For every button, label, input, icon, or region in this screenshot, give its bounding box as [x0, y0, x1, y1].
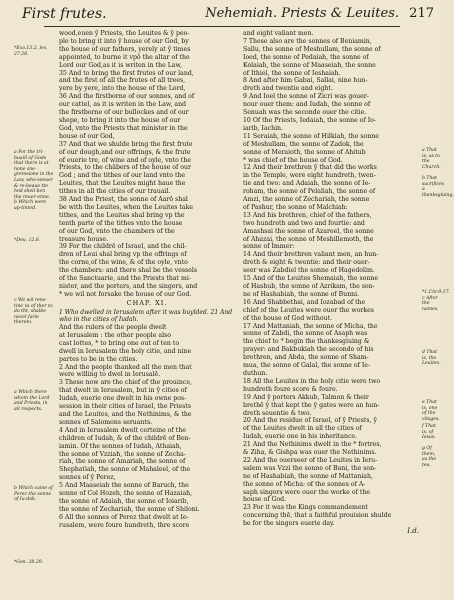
- text-line: session in their cities of Israel, the Priests: [59, 403, 192, 411]
- text-line: of the Leuites dwelt in all the cities of: [243, 425, 362, 433]
- text-line: the sonne of Zechariah, the sonne of Shiloni.: [59, 505, 200, 513]
- text-line: chief of the Leuites were ouer the workes: [243, 306, 374, 314]
- header-right-title: [205, 6, 434, 21]
- header-right-text: Nehemiah. Priests & Leuites.: [205, 6, 400, 21]
- text-line: And the rulers of the people dwelt: [59, 324, 167, 332]
- text-line: of our dough,and our offrings, & the frute: [59, 148, 191, 156]
- text-line: 8 And after him Gabai, Sallai, nine hun-: [243, 77, 368, 85]
- text-line: be for the singers euerie day.: [243, 520, 335, 528]
- text-line: 5 And Maaseiah the sonne of Baruch, the: [59, 482, 189, 490]
- text-line: 4 And in Ierusalem dwelt certeine of the: [59, 426, 186, 434]
- text-line: Sallu, the sonne of Meshullam, the sonne of: [243, 45, 381, 53]
- text-line: 23 For it was the Kings commandement: [243, 504, 369, 512]
- text-line: 12 And their brethren ŷ that did the works: [243, 164, 377, 172]
- text-line: partes to be in the cities.: [59, 355, 138, 363]
- text-line: 36 And the firstborne of our sonnes, and of: [59, 93, 195, 101]
- margin-note: e That is, one of the vilages.: [422, 400, 440, 422]
- text-line: Senuah was the seconde ouer the citie.: [243, 109, 367, 117]
- text-line: seer was Zabdiel the sonne of Hagedolim.: [243, 267, 375, 275]
- text-line: 21 And the Nethinims dwelt in the * fortres,: [243, 441, 382, 449]
- text-line: two hundreth and two and fourtie: and: [243, 219, 365, 227]
- text-line: dreth & eight & twentie: and their ouer-: [243, 259, 370, 267]
- text-line: Ioed, the sonne of Pedaiah, the sonne of: [243, 53, 369, 61]
- text-line: brethren, and Abda, the sonne of Sham-: [243, 354, 369, 362]
- text-line: children of Iudah, & of the childrē of Ben-: [59, 434, 191, 442]
- text-line: of our God, vnto the chambers of the: [59, 227, 175, 235]
- text-line: Iudah, euerie one in his inheritance.: [243, 433, 358, 441]
- text-line: * was chief of the house of God.: [243, 156, 343, 164]
- margin-note: b That sacrifices a thanksgiuing.: [422, 176, 454, 198]
- chapter-heading: CHAP. XI.: [126, 299, 168, 308]
- text-line: treasure house.: [59, 235, 109, 243]
- chapter-argument: 1 Who dwelled in Ierusalem after it was buylded. 21 And who in the cities of Iudah.: [59, 308, 233, 324]
- page-number: 217: [409, 6, 434, 21]
- text-line: mua, the sonne of Galal, the sonne of Ie-: [243, 362, 371, 370]
- text-line: 13 And his brethren, chief of the fathers,: [243, 211, 372, 219]
- text-line: were willing to dwel in Ierusalē.: [59, 371, 161, 379]
- text-line: Priests, to the chābers of the house of our: [59, 164, 191, 172]
- text-line: of Ithiel, the sonne of Ieshaiah.: [243, 69, 341, 77]
- text-line: the firstborne of our bullockes and of our: [59, 109, 189, 117]
- running-header: [22, 6, 434, 26]
- text-line: in the Temple, were eight hundreth, twen-: [243, 172, 376, 180]
- text-line: our cattel, as it is writen in the Law, and: [59, 101, 187, 109]
- text-line: tithes in all the cities of our trauail.: [59, 188, 171, 196]
- margin-note: g Of them, as the tea.: [422, 446, 437, 468]
- text-line: house of our God,: [59, 132, 115, 140]
- text-line: concerning thē, that a faithful prouision shulde: [243, 512, 392, 520]
- text-line: sonnes of ŷ Perez,: [59, 474, 116, 482]
- text-line: Iudah, euerie one dwelt in his owne pos-: [59, 395, 187, 403]
- text-line: & Ziha, & Gishpa was ouer the Nethinims.: [243, 449, 377, 457]
- text-line: appointed, to burne it vpō the altar of the: [59, 53, 190, 61]
- margin-note: a That is, as to the Church.: [422, 148, 441, 170]
- margin-note: b Which were ap-tinted.: [14, 200, 47, 211]
- text-line: the corne,of the wine, & of the oyle, vnto: [59, 259, 188, 267]
- margin-note: f That is, of Iesus.: [422, 424, 436, 441]
- text-line: the house of our fathers, yerely at ŷ times: [59, 45, 191, 53]
- text-line: 3 These now are the chief of the prouince,: [59, 379, 192, 387]
- text-line: 6 All the sonnes of Perez that dwelt at Ie-: [59, 513, 189, 521]
- text-line: that dwelt in Ierusalem, but in ŷ cities of: [59, 387, 187, 395]
- text-line: and eight valiant men.: [243, 30, 314, 37]
- text-line: 22 And the ouerseer of the Leuites in Ieru-: [243, 456, 378, 464]
- text-line: sonne of Zabdi, the sonne of Asaph was: [243, 330, 368, 338]
- text-line: roham, the sonne of Pelaliah, the sonne of: [243, 188, 376, 196]
- text-line: 19 And ŷ porters Akkub, Talmon & their: [243, 393, 369, 401]
- text-line: riah, the sonne of Amariah, the sonne of: [59, 458, 186, 466]
- text-line: the sonne of Adaiah, the sonne of Ioiarib,: [59, 497, 189, 505]
- text-line: the sonne of Micha: of the sonnes of A-: [243, 480, 366, 488]
- text-line: of euerie tre, of wine and of oyle, vnto the: [59, 156, 191, 164]
- text-line: Kolaiah, the sonne of Maaseiah, the sonne: [243, 61, 376, 69]
- text-line: 37 And that we shulde bring the first frute: [59, 140, 193, 148]
- text-line: iarib, Iachin.: [243, 124, 284, 132]
- text-line: yere by yere, into the house of the Lord,: [59, 85, 186, 93]
- text-line: God ; and the tithes of our land vnto the: [59, 172, 186, 180]
- text-line: hundreth foure score & foure.: [243, 385, 338, 393]
- text-line: dren of Leui shal bring vp the offrings of: [59, 251, 187, 259]
- text-line: of Hashub, the sonne of Azrikam, the son-: [243, 283, 375, 290]
- text-line: tie and two: and Adaiah, the sonne of Ie-: [243, 180, 371, 188]
- text-line: rusalem, were foure hundreth, thre score: [59, 521, 190, 529]
- margin-note: a Which there whom the Lord and Priests, in all respects.: [14, 390, 50, 412]
- text-line: * we wil not forsake the house of our God.: [59, 290, 192, 298]
- text-line: Leuites, that the Leuites might haue the: [59, 180, 186, 188]
- text-line: duthun.: [243, 369, 268, 377]
- text-line: 39 For the childrē of Israel, and the chil-: [59, 243, 187, 251]
- text-line: the chambers: and there shal be the vessels: [59, 267, 198, 275]
- text-line: of the house of God without.: [243, 314, 333, 322]
- text-line: 7 These also are the sonnes of Beniamin,: [243, 37, 372, 45]
- text-line: 16 And Shabbethai, and Iozabad of the: [243, 298, 366, 306]
- margin-note: *1.Chr.9.17. c After the names.: [422, 290, 450, 312]
- header-rule: [44, 26, 400, 27]
- margin-note: *Gen. 38.29.: [14, 560, 44, 565]
- text-line: at Ierusalem : the other people also: [59, 331, 171, 339]
- text-line: Shephatiah, the sonne of Mahaleel, of the: [59, 466, 191, 474]
- text-line: 38 And the Priest, the sonne of Aarō shal: [59, 196, 188, 204]
- text-line: wood,euen ŷ Priests, the Leuites & ŷ peo-: [59, 30, 190, 37]
- text-line: nour ouer them: and Iudah, the sonne of: [243, 101, 371, 109]
- text-line: 17 And Mattaniah, the sonne of Micha, the: [243, 322, 378, 330]
- text-line: ne of Hashabiah, the sonne of Bunni.: [243, 290, 360, 298]
- margin-note: c We wil rene-tine vs of ther to do tht, shalbe necel-farie thereto.: [14, 298, 53, 326]
- text-line: saph singers were ouer the worke of the: [243, 488, 371, 496]
- text-line: be with the Leuites, when the Leuites take: [59, 203, 194, 211]
- text-line: ple to bring it into ŷ house of our God, by: [59, 37, 189, 45]
- text-line: God, vnto the Priests that minister in the: [59, 124, 188, 132]
- text-line: shepe, to bring it into the house of our: [59, 116, 181, 124]
- text-line: dreth seuentie & two.: [243, 409, 312, 417]
- text-line: and the first of all the frutes of all trees,: [59, 77, 186, 85]
- text-line: the chief to * begin the thankesgiuing &: [243, 338, 370, 346]
- text-line: Amashsai the sonne of Azareel, the sonne: [243, 227, 374, 235]
- text-line: 35 And to bring the first frutes of our land,: [59, 69, 194, 77]
- text-line: salem was Vzzi the sonne of Bani, the son-: [243, 464, 377, 472]
- text-line: 14 And their brethren valiant men, an hun-: [243, 251, 379, 259]
- text-line: Amzi, the sonne of Zechariah, the sonne: [243, 196, 370, 204]
- text-line: and the Leuites, and the Nethinims, & the: [59, 411, 192, 418]
- text-line: sonne of Meraioth, the sonne of Ahitub: [243, 148, 366, 156]
- right-column: [243, 30, 419, 536]
- text-line: of Pashur, the sonne of Malchiah:: [243, 203, 348, 211]
- text-line: sonnes of Salomons seruants.: [59, 418, 153, 426]
- text-line: tithes, and the Leuites shal bring vp the: [59, 211, 185, 219]
- margin-note: a For the tri-buaill of Gods that there is at none sne-gremsione in the Law, who-soeuer & re-beaue tte hod sheil ben the reuer-enne.: [14, 150, 54, 200]
- text-line: prayer: and Bakbukiah the seconde of his: [243, 346, 374, 354]
- text-line: nister, and the porters, and the singers, and: [59, 283, 198, 290]
- text-line: the sonne of Vzziah, the sonne of Zecha-: [59, 450, 186, 458]
- margin-note: b Which came of Perez the sonne of Iu-dah.: [14, 486, 53, 503]
- header-left-title: First frutes.: [22, 6, 107, 22]
- text-line: dreth and twentie and eight.: [243, 85, 333, 93]
- catchword: I.d.: [407, 527, 419, 536]
- text-line: ne of Hashabiah, the sonne of Mattaniah,: [243, 472, 373, 480]
- text-line: house of God.: [243, 496, 287, 504]
- text-line: dwell in Ierusalem the holy citie, and nine: [59, 347, 192, 355]
- text-line: 15 And of the Leuites Shemaiah, the sonne: [243, 275, 378, 283]
- text-line: brethē ŷ that kept the ŷ gates were an hun-: [243, 401, 380, 409]
- text-line: iamin. Of the sonnes of Iudah, Athaiah,: [59, 442, 182, 450]
- left-column: [59, 30, 235, 530]
- text-line: 9 And Ioel the sonne of Zicri was gouer-: [243, 93, 369, 101]
- text-line: of the Sanctuarie, and the Priests that mi-: [59, 275, 191, 283]
- text-line: sonne of Immer:: [243, 243, 295, 251]
- text-line: of Ahazai, the sonne of Meshillemoth, the: [243, 235, 374, 243]
- margin-note: d That is, the Leuites.: [422, 350, 441, 367]
- text-line: cast lottes, * to bring one out of ten to: [59, 339, 180, 347]
- text-line: tenth parte of the tithes vnto the house: [59, 219, 183, 227]
- text-line: of Meshullam, the sonne of Zadok, the: [243, 140, 364, 148]
- margin-note: *Exo.13.2. lev. 27.26.: [14, 46, 48, 57]
- text-line: Lord our God,as it is writen in the Law,: [59, 61, 183, 69]
- text-line: 10 Of the Priests, Iedaiah, the sonne of Io-: [243, 116, 376, 124]
- text-line: 2 And the people thanked all the men that: [59, 363, 192, 371]
- margin-note: *Deu. 12.6.: [14, 238, 41, 243]
- text-line: 11 Seraiah, the sonne of Hilkiah, the sonne: [243, 132, 379, 140]
- text-line: 18 All the Leuites in the holy citie were two: [243, 377, 381, 385]
- text-line: 20 And the residue of Israel, of ŷ Priests, ŷ: [243, 417, 377, 425]
- text-line: sonne of Col Hozeh, the sonne of Hazaiah,: [59, 490, 193, 498]
